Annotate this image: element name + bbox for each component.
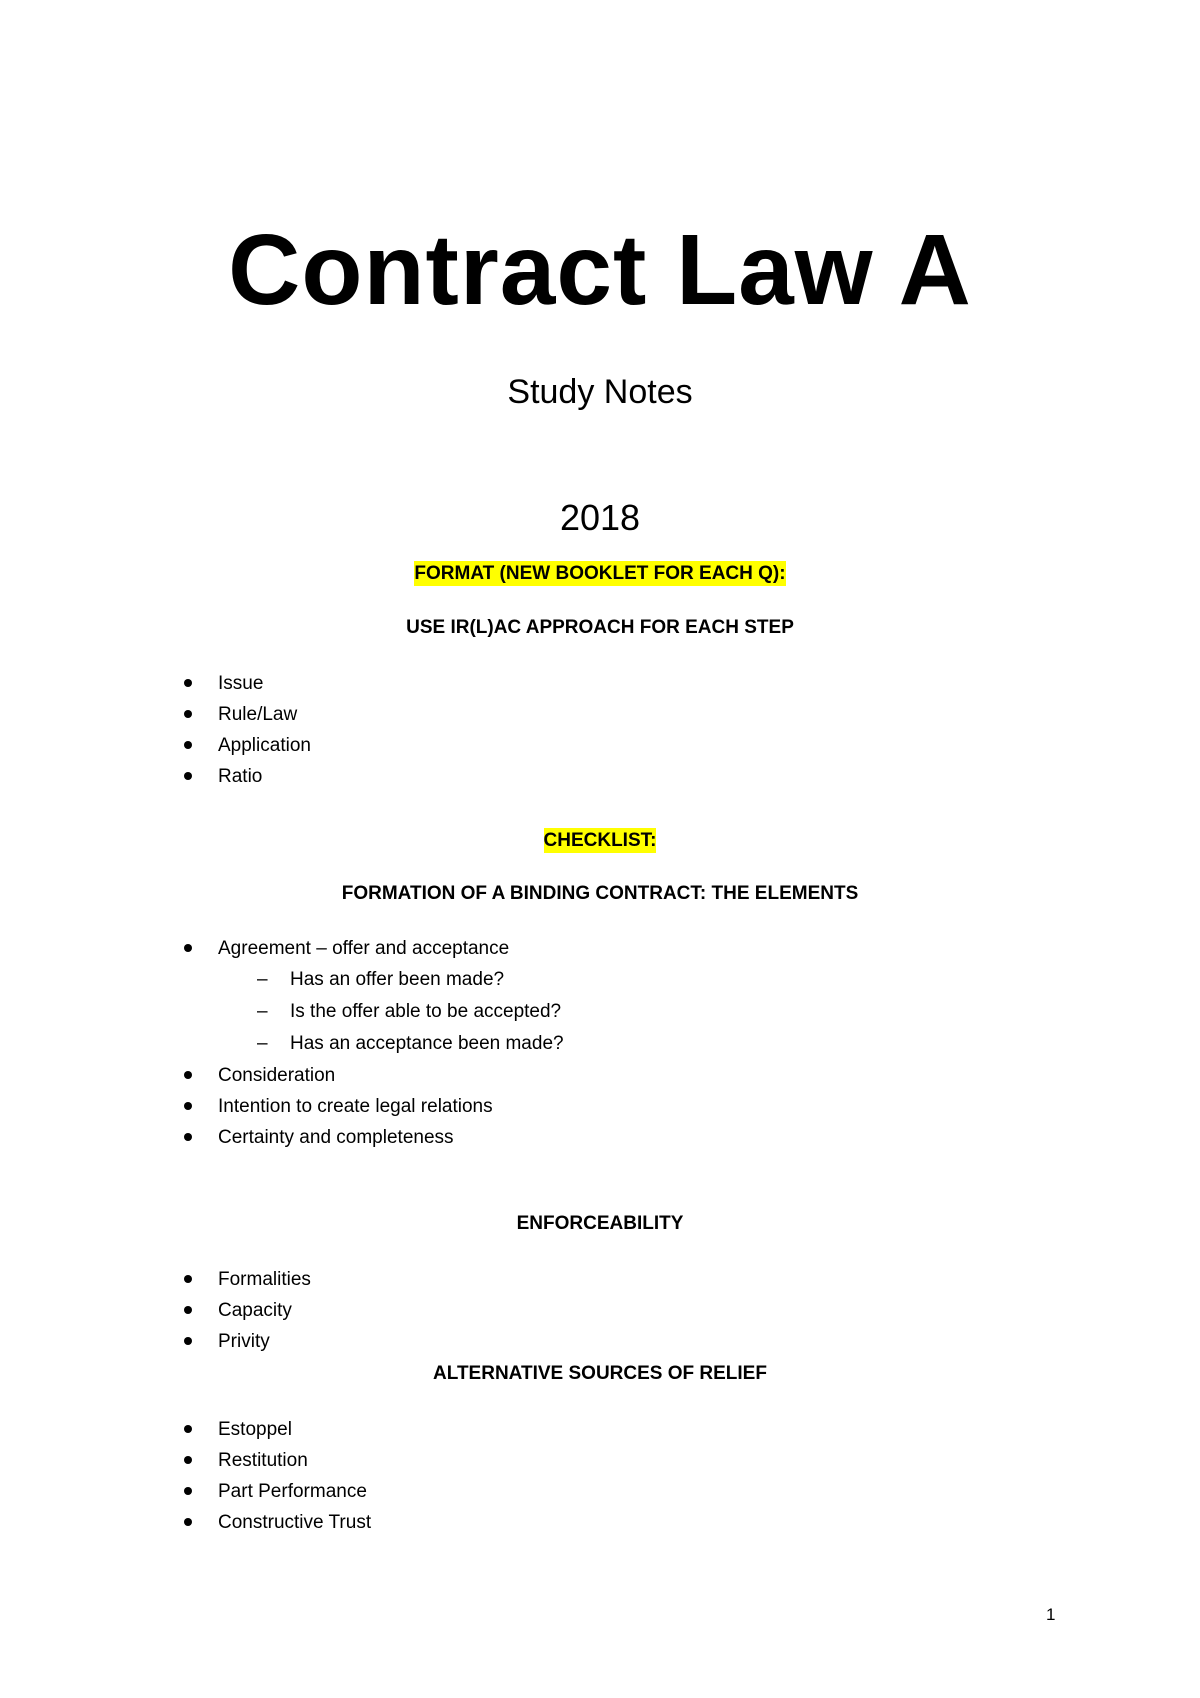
list-item-label: Privity xyxy=(218,1331,270,1352)
list-item-label: Capacity xyxy=(218,1300,292,1321)
list-item xyxy=(0,668,311,699)
approach-heading: USE IR(L)AC APPROACH FOR EACH STEP xyxy=(406,617,794,638)
list-item xyxy=(0,1122,564,1153)
list-item-label: Application xyxy=(218,735,311,756)
bullet-icon xyxy=(184,679,192,687)
list-item xyxy=(0,933,564,1060)
dash-icon: – xyxy=(257,1033,268,1054)
document-subtitle: Study Notes xyxy=(507,373,693,411)
dash-icon: – xyxy=(257,969,268,990)
list-item-label: Consideration xyxy=(218,1065,336,1086)
list-item xyxy=(0,1295,311,1326)
bullet-icon xyxy=(184,1487,192,1495)
list-item xyxy=(0,761,311,792)
list-item-label: Rule/Law xyxy=(218,704,298,725)
list-item-label: Ratio xyxy=(218,766,263,787)
list-item-label: Formalities xyxy=(218,1269,311,1290)
bullet-icon xyxy=(184,772,192,780)
sub-list-item xyxy=(218,1028,564,1060)
list-item xyxy=(0,1414,371,1445)
sub-list-item-label: Is the offer able to be accepted? xyxy=(290,1001,562,1022)
relief-heading: ALTERNATIVE SOURCES OF RELIEF xyxy=(433,1363,767,1384)
document-year: 2018 xyxy=(559,497,641,538)
bullet-icon xyxy=(184,1133,192,1141)
list-item-label: Estoppel xyxy=(218,1419,292,1440)
list-item xyxy=(0,1476,371,1507)
checklist-heading-block xyxy=(0,828,1200,854)
formation-heading: FORMATION OF A BINDING CONTRACT: THE ELEMENTS xyxy=(341,883,859,904)
bullet-icon xyxy=(184,1456,192,1464)
list-item xyxy=(0,1264,311,1295)
bullet-icon xyxy=(184,710,192,718)
bullet-icon xyxy=(184,1306,192,1314)
sub-list-item-label: Has an acceptance been made? xyxy=(290,1033,564,1054)
format-heading: FORMAT (NEW BOOKLET FOR EACH Q): xyxy=(414,563,786,584)
bullet-icon xyxy=(184,1337,192,1345)
enforceability-list xyxy=(0,1264,311,1357)
bullet-icon xyxy=(184,1102,192,1110)
list-item-label: Restitution xyxy=(218,1450,308,1471)
list-item-label: Constructive Trust xyxy=(218,1512,372,1533)
bullet-icon xyxy=(184,1425,192,1433)
list-item-label: Issue xyxy=(218,673,264,694)
list-item-label: Agreement – offer and acceptance xyxy=(218,938,510,959)
bullet-icon xyxy=(184,1071,192,1079)
format-heading-block xyxy=(0,561,1200,587)
list-item-label: Part Performance xyxy=(218,1481,367,1502)
relief-list xyxy=(0,1414,371,1538)
list-item xyxy=(0,1091,564,1122)
list-item-label: Certainty and completeness xyxy=(218,1127,454,1148)
agreement-sub-list xyxy=(218,964,564,1060)
list-item xyxy=(0,1445,371,1476)
dash-icon: – xyxy=(257,1001,268,1022)
sub-list-item-label: Has an offer been made? xyxy=(290,969,505,990)
enforceability-heading: ENFORCEABILITY xyxy=(516,1213,684,1234)
bullet-icon xyxy=(184,741,192,749)
sub-list-item xyxy=(218,964,564,996)
bullet-icon xyxy=(184,1275,192,1283)
list-item-label: Intention to create legal relations xyxy=(218,1096,493,1117)
list-item xyxy=(0,730,311,761)
list-item xyxy=(0,1507,371,1538)
document-title: Contract Law A xyxy=(228,214,972,326)
formation-list xyxy=(0,933,564,1153)
bullet-icon xyxy=(184,944,192,952)
list-item xyxy=(0,1326,311,1357)
approach-list xyxy=(0,668,311,792)
checklist-heading: CHECKLIST: xyxy=(543,830,657,851)
page-number: 1 xyxy=(1046,1605,1056,1624)
list-item xyxy=(0,1060,564,1091)
bullet-icon xyxy=(184,1518,192,1526)
sub-list-item xyxy=(218,996,564,1028)
list-item xyxy=(0,699,311,730)
